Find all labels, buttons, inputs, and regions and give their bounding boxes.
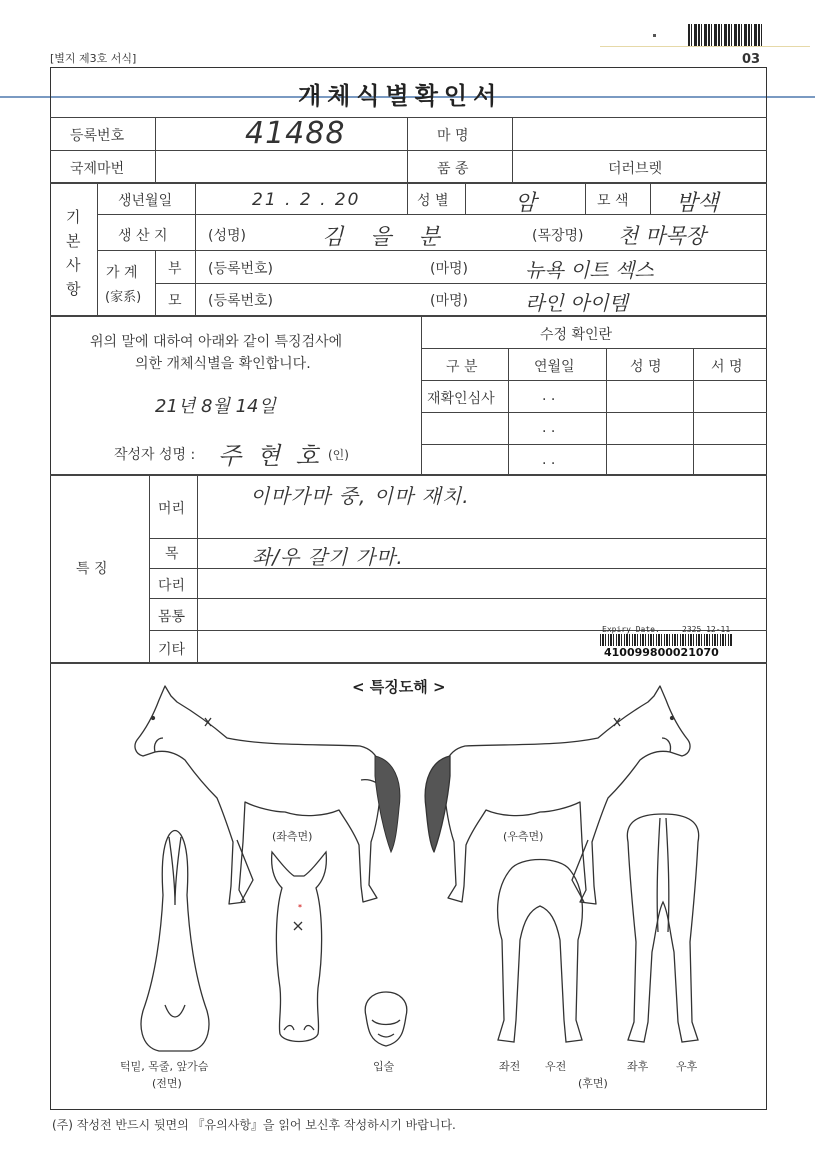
birth-value: 21 . 2 . 20 [252, 190, 361, 210]
dot-mark [653, 34, 656, 37]
sex-label: 성 별 [417, 193, 449, 209]
statement-line-2: 의한 개체식별을 확인합니다. [135, 356, 311, 372]
confirm-date: 21년 8월 14일 [155, 396, 276, 417]
mod-title: 수정 확인란 [540, 327, 613, 343]
neck-value: 좌/우 갈기 가마. [252, 545, 404, 569]
rear-view-label: (후면) [578, 1077, 608, 1090]
dam-name-hint: (마명) [430, 293, 468, 309]
birth-label: 생년월일 [118, 193, 173, 209]
expiry-label: Expiry Date. [602, 625, 660, 634]
leg-label: 다리 [158, 578, 186, 594]
family-label-2: (家系) [105, 290, 142, 305]
etc-label: 기타 [158, 642, 186, 658]
basic-label-2: 본 [66, 232, 81, 250]
basic-label-4: 항 [66, 280, 81, 298]
color-value: 밤색 [676, 191, 719, 216]
producer-label: 생 산 지 [118, 228, 168, 244]
statement-line-1: 위의 말에 대하여 아래와 같이 특징검사에 [90, 334, 343, 350]
dam-name: 라인 아이템 [525, 291, 628, 315]
neck-label: 목 [165, 546, 179, 562]
front-view-label: (전면) [152, 1077, 182, 1090]
seal-label: (인) [328, 448, 349, 462]
producer-name: 김 을 분 [322, 225, 450, 250]
family-label-1: 가 계 [106, 265, 138, 281]
dam-label: 모 [168, 293, 182, 309]
mod-header-name: 성 명 [630, 359, 662, 375]
mod-header-sign: 서 명 [711, 359, 743, 375]
horse-front-neck-drawing [135, 825, 215, 1055]
page-number: 03 [742, 52, 761, 67]
lips-label: 입술 [373, 1060, 395, 1073]
chip-barcode-number: 410099800021070 [604, 646, 719, 659]
ranch-name: 천 마목장 [618, 224, 706, 248]
producer-name-hint: (성명) [208, 228, 246, 244]
top-barcode [688, 24, 762, 46]
basic-label-3: 사 [66, 256, 81, 274]
basic-label-1: 기 [66, 208, 81, 226]
right-fore-label: 우전 [545, 1060, 567, 1073]
reg-no-value: 41488 [245, 116, 346, 151]
left-side-label: (좌측면) [272, 830, 313, 843]
intl-no-label: 국제마번 [70, 161, 125, 177]
horse-face-drawing [262, 848, 337, 1048]
mod-date-2: . . [542, 420, 556, 436]
horse-rear-drawing [618, 812, 708, 1052]
right-hind-label: 우후 [676, 1060, 698, 1073]
breed-label: 품 종 [437, 161, 469, 177]
features-label: 특 징 [76, 561, 108, 577]
diagram-title: < 특징도해 > [352, 678, 446, 696]
horse-lips-drawing [358, 990, 413, 1050]
writer-name: 주 현 호 [218, 442, 323, 470]
footer-note: (주) 작성전 반드시 뒷면의 『유의사항』을 읽어 보신후 작성하시기 바랍니다. [52, 1118, 456, 1132]
mod-date-1: . . [542, 388, 556, 404]
ranch-hint: (목장명) [532, 228, 584, 244]
sex-value: 암 [515, 191, 537, 216]
left-hind-label: 좌후 [627, 1060, 649, 1073]
scan-line-2 [600, 46, 810, 47]
document-title: 개체식별확인서 [298, 82, 503, 110]
breed-value: 더러브렛 [608, 161, 663, 177]
form-label: [별지 제3호 서식] [50, 52, 137, 65]
left-fore-label: 좌전 [499, 1060, 521, 1073]
mod-header-type: 구 분 [446, 359, 478, 375]
mod-date-3: . . [542, 452, 556, 468]
mod-header-date: 연월일 [534, 359, 575, 375]
reg-no-label: 등록번호 [70, 128, 125, 144]
writer-label: 작성자 성명 : [114, 447, 196, 463]
sire-label: 부 [168, 261, 182, 277]
sire-reg-hint: (등록번호) [208, 261, 274, 277]
svg-text:*: * [298, 903, 302, 912]
front-parts-label: 턱밑, 목줄, 앞가슴 [120, 1060, 209, 1073]
recheck-label: 재확인심사 [427, 391, 495, 407]
expiry-value: 2325 12-11 [682, 625, 731, 634]
right-side-label: (우측면) [503, 830, 544, 843]
color-label: 모 색 [597, 193, 629, 209]
sire-name: 뉴욕 이트 섹스 [525, 258, 654, 282]
head-label: 머리 [158, 501, 186, 517]
dam-reg-hint: (등록번호) [208, 293, 274, 309]
horse-name-label: 마 명 [437, 128, 469, 144]
head-value: 이마가마 중, 이마 재치. [250, 484, 470, 508]
horse-front-legs-drawing [490, 830, 590, 1055]
body-label: 몸통 [158, 609, 186, 625]
chip-barcode [600, 634, 732, 646]
sire-name-hint: (마명) [430, 261, 468, 277]
